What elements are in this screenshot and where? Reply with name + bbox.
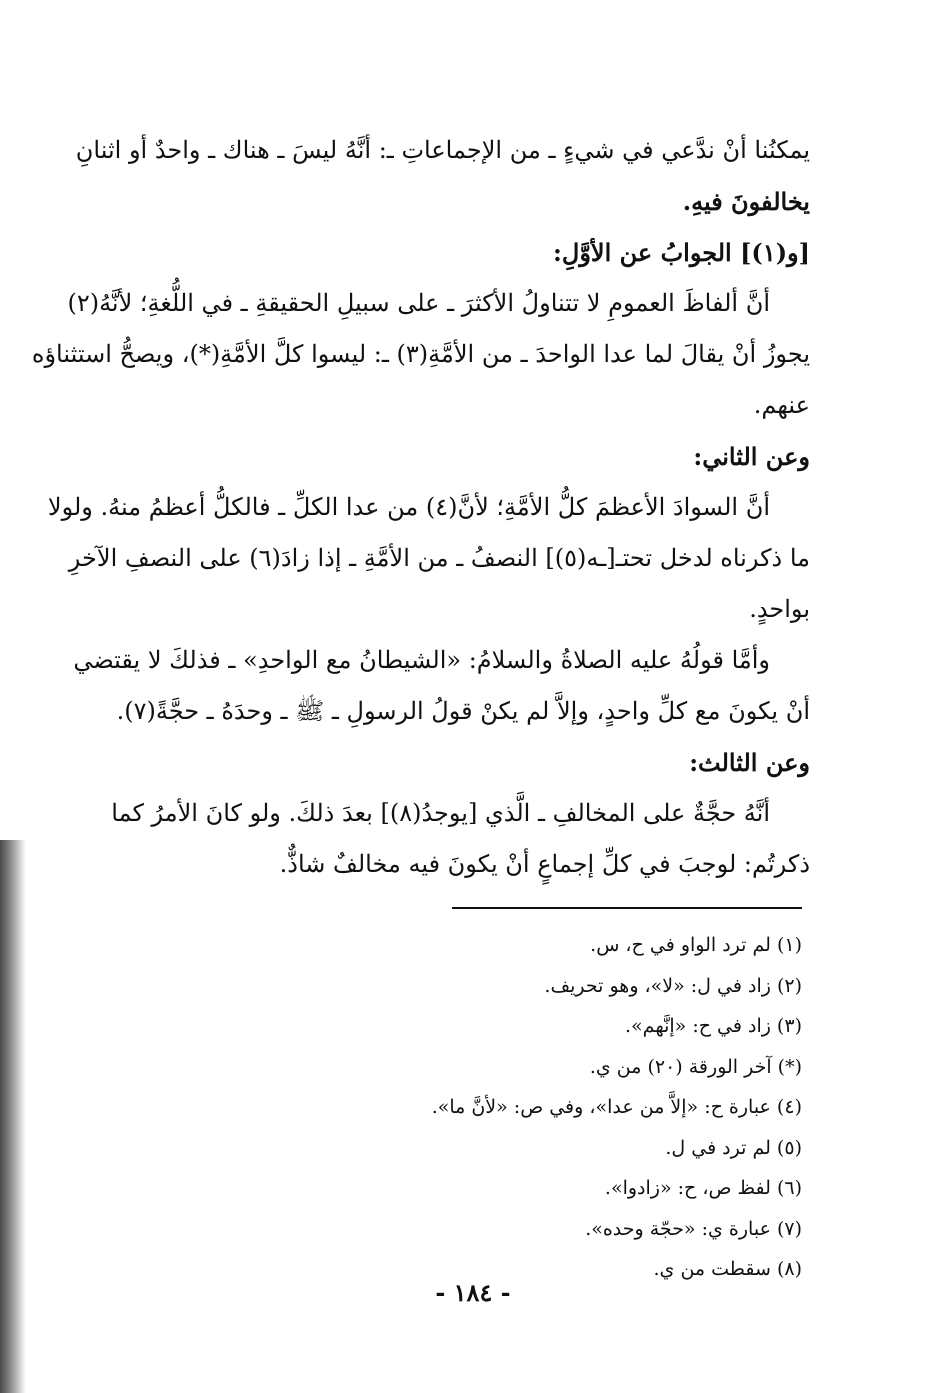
text-line: ما ذكرناه لدخل تحتـ[ـه(٥)] النصفُ ـ من الأمَّةِ ـ إذا زادَ(٦) على النصفِ الآخرِ	[68, 544, 810, 572]
text-line: وأمَّا قولُهُ عليه الصلاةُ والسلامُ: «الشيطانُ مع الواحدِ» ـ فذلكَ لا يقتضي	[73, 646, 770, 674]
footnote: (٦) لفظ ص، ح: «زادوا».	[604, 1177, 802, 1199]
footnotes	[380, 925, 802, 1290]
main-text	[31, 125, 810, 890]
section-heading: [و(١)] الجوابُ عن الأوَّلِ:	[553, 238, 810, 267]
text-line: يمكنُنا أنْ ندَّعي في شيءٍ ـ من الإجماعاتِ ـ: أنَّهُ ليسَ ـ هناك ـ واحدٌ أو اثنانِ	[75, 136, 810, 164]
text-line: أنَّ ألفاظَ العمومِ لا تتناولُ الأكثرَ ـ على سبيلِ الحقيقةِ ـ في اللُّغةِ؛ لأنَّهُ(٢)	[67, 289, 770, 317]
text-line: أنَّ السوادَ الأعظمَ كلُّ الأمَّةِ؛ لأنَّ(٤) من عدا الكلِّ ـ فالكلُّ أعظمُ منهُ. ولولا	[47, 493, 770, 521]
text-line: يخالفونَ فيهِ.	[682, 187, 810, 216]
section-heading: وعن الثاني:	[693, 442, 810, 471]
text-line: يجوزُ أنْ يقالَ لما عدا الواحدَ ـ من الأمَّةِ(٣) ـ: ليسوا كلَّ الأمَّةِ(*)، ويصحُّ استثناؤه	[31, 340, 810, 368]
footnote-divider	[452, 907, 802, 909]
scan-edge-shadow	[0, 840, 26, 1393]
footnote: (٢) زاد في ل: «لا»، وهو تحريف.	[544, 974, 802, 997]
section-heading: وعن الثالث:	[689, 748, 810, 777]
text-line: أنَّهُ حجَّةٌ على المخالفِ ـ الَّذي [يوجدُ(٨)] بعدَ ذلكَ. ولو كانَ الأمرُ كما	[111, 799, 770, 827]
footnote: (٨) سقطت من ي.	[653, 1258, 802, 1280]
footnote: (٤) عبارة ح: «إلاَّ من عدا»، وفي ص: «لأنَّ ما».	[431, 1096, 802, 1118]
footnote: (٥) لم ترد في ل.	[665, 1136, 802, 1159]
page-number: - ١٨٤ -	[435, 1278, 511, 1307]
text-line: أنْ يكونَ مع كلِّ واحدٍ، وإلاَّ لم يكنْ قولُ الرسولِ ـ ﷺ ـ وحدَهُ ـ حجَّةً(٧).	[116, 697, 810, 725]
text-line: بواحدٍ.	[749, 595, 810, 623]
footnote: (١) لم ترد الواو في ح، س.	[590, 934, 802, 956]
footnote: (٧) عبارة ي: «حجّة وحده».	[585, 1217, 802, 1240]
text-line: ذكرتُم: لوجبَ في كلِّ إجماعٍ أنْ يكونَ فيه مخالفٌ شاذٌّ.	[279, 850, 810, 878]
footnote: (*) آخر الورقة (٢٠) من ي.	[589, 1055, 802, 1078]
footnote: (٣) زاد في ح: «إنَّهم».	[625, 1015, 802, 1037]
text-line: عنهم.	[753, 391, 810, 419]
